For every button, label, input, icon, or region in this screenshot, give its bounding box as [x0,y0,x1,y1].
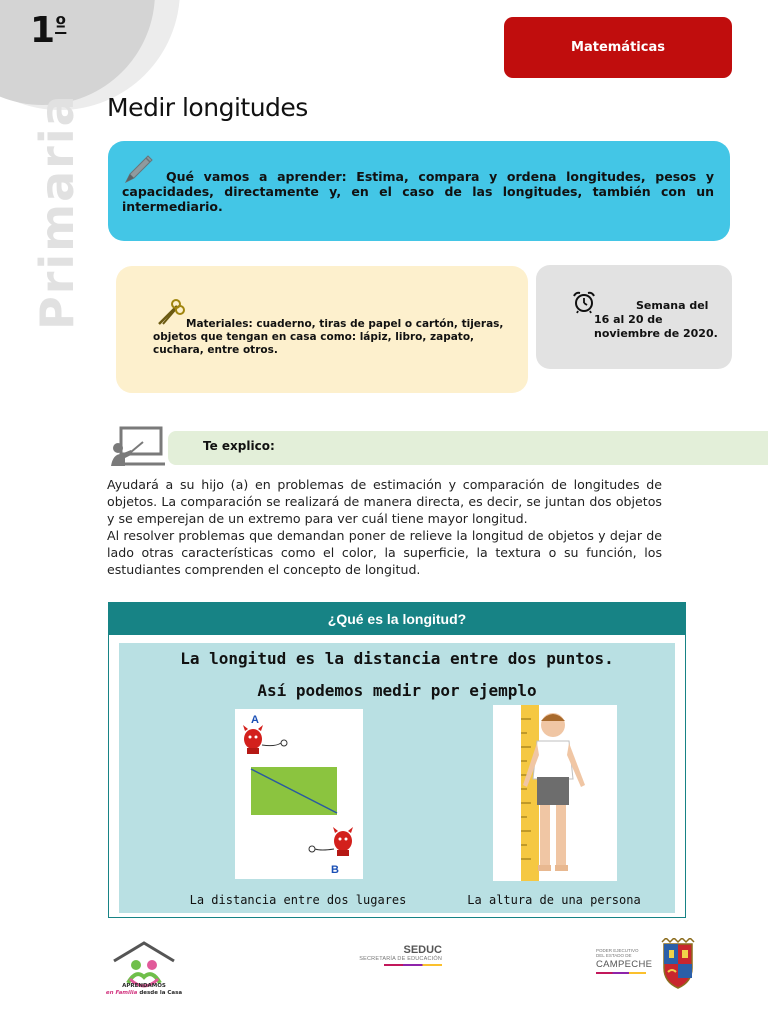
alarm-clock-icon [572,290,596,314]
side-label-level: Primaria [30,93,84,330]
campeche-line-2: DEL ESTADO DE [596,953,632,958]
logo-line-1: APRENDAMOS [122,983,166,989]
point-a-label: A [251,714,259,726]
explanation-paragraph-1: Ayudará a su hijo (a) en problemas de estimación y comparación de longitudes de objetos. La comparación se realizará de manera directa, es decir, se juntan dos objetos y se emperejan de un extremo para ver cuál tiene mayor longitud. [107,477,662,526]
seduc-title: SEDUC [403,944,442,956]
caption-height: La altura de una persona [467,893,641,907]
devil-figure-top-icon [243,725,287,754]
logo-line-2 [104,990,184,997]
figure-panel [119,643,675,913]
seduc-color-bar [384,964,442,966]
figure-header: ¿Qué es la longitud? [109,603,685,635]
aprendamos-logo-icon [105,939,183,1007]
caption-distance: La distancia entre dos lugares [189,893,407,907]
pencil-icon [122,152,156,186]
aprendamos-logo-text [104,983,184,996]
logo-accent: en Familia [105,989,138,996]
figure-definition: La longitud es la distancia entre dos puntos. [180,649,614,668]
teacher-board-icon [109,426,167,468]
seduc-logo [350,944,442,966]
figure-subtitle: Así podemos medir por ejemplo [257,681,537,700]
page-title: Medir longitudes [107,93,308,122]
height-ruler [521,705,539,881]
campeche-name: CAMPECHE [596,959,653,970]
devil-figure-bottom-icon [309,827,353,856]
explain-label: Te explico: [203,439,275,453]
campeche-logo [596,948,656,974]
explanation-paragraph-2: Al resolver problemas que demandan poner de relieve la longitud de objetos y dejar de lado otras características como el color, la superficie, la textura o su función, los estudiantes comprenden el concepto de longitud. [107,528,662,577]
decorative-circle-front [0,0,155,105]
explanation-text [107,476,662,578]
grade-suffix: º [55,12,67,36]
subject-button[interactable]: Matemáticas [504,17,732,78]
length-figure [108,602,686,918]
scissors-icon [155,298,185,328]
learn-text: Qué vamos a aprender: Estima, compara y ordena longitudes, pesos y capacidades, directamente y, en el caso de las longitudes, también con un intermediario. [122,169,714,214]
height-drawing [493,705,617,881]
campeche-color-bar [596,972,646,974]
height-illustration [493,705,617,881]
seduc-subtitle: SECRETARÍA DE EDUCACIÓN [359,956,442,962]
grade-number: 1 [30,10,56,51]
campeche-crest-icon [660,938,696,990]
learn-box [108,141,730,241]
campeche-line-1: PODER EJECUTIVO [596,948,639,953]
distance-drawing [235,709,363,879]
week-box [536,265,732,369]
week-text: Semana del 16 al 20 de noviembre de 2020. [594,299,718,340]
distance-illustration [235,709,363,879]
materials-box [116,266,528,393]
point-b-label: B [331,864,339,876]
materials-text: Materiales: cuaderno, tiras de papel o cartón, tijeras, objetos que tengan en casa como: lápiz, libro, zapato, cuchara, entre otros. [153,318,504,356]
grade-label [30,10,66,51]
logo-line-2-rest: desde la Casa [139,989,183,996]
